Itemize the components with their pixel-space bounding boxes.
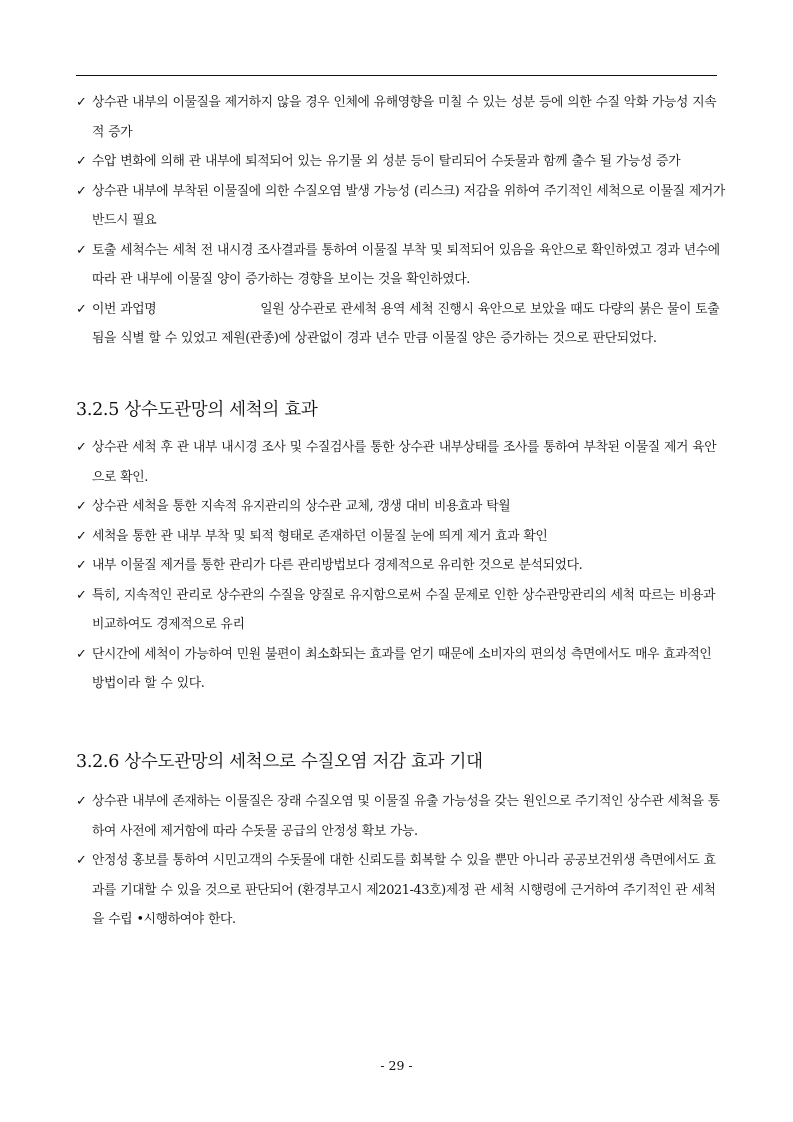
list-item-text: 상수관 내부의 이물질을 제거하지 않을 경우 인체에 유해영향을 미칠 수 있는 성분 등에 의한 수질 악화 가능성 지속적 증가 <box>92 95 717 140</box>
project-description: 일원 상수관로 관세척 용역 세척 진행시 육안으로 보았을 때도 다량의 붉은 물이 토출됨을 식별 할 수 있었고 제원(관종)에 상관없이 경과 년수 만큼 이물질 양은 증가하는 것으로 판단되었다. <box>92 301 720 346</box>
list-item-text: 상수관 내부에 존재하는 이물질은 장래 수질오염 및 이물질 유출 가능성을 갖는 원인으로 주기적인 상수관 세척을 통하여 사전에 제거함에 따라 수돗물 공급의 안정성 확보 가능. <box>92 794 720 839</box>
list-item-text <box>92 295 726 354</box>
page-number: - 29 - <box>380 1058 413 1073</box>
list-item <box>76 147 726 177</box>
check-icon: ✓ <box>76 528 87 544</box>
list-item-text: 단시간에 세척이 가능하여 민원 불편이 최소화되는 효과를 얻기 때문에 소비자의 편의성 측면에서도 매우 효과적인 방법이라 할 수 있다. <box>92 646 712 691</box>
list-item-text: 특히, 지속적인 관리로 상수관의 수질을 양질로 유지함으로써 수질 문제로 인한 상수관망관리의 세척 따르는 비용과 비교하여도 경제적으로 유리 <box>92 587 716 632</box>
check-icon: ✓ <box>76 242 87 258</box>
list-item-text: 상수관 세척을 통한 지속적 유지관리의 상수관 교체, 갱생 대비 비용효과 탁월 <box>92 499 511 514</box>
list-item <box>76 433 726 492</box>
check-icon: ✓ <box>76 499 87 514</box>
section-3-2-5-list <box>76 433 726 699</box>
list-item-text: 토출 세척수는 세척 전 내시경 조사결과를 통하여 이물질 부착 및 퇴적되어 있음을 육안으로 확인하였고 경과 년수에 따라 관 내부에 이물질 양이 증가하는 경향을 보이는 것을 확인하였다. <box>92 242 720 287</box>
section-heading-3-2-5: 3.2.5 상수도관망의 세척의 효과 <box>76 400 318 420</box>
list-item <box>76 581 726 640</box>
list-item-text: 안정성 홍보를 통하여 시민고객의 수돗물에 대한 신뢰도를 회복할 수 있을 뿐만 아니라 공공보건위생 측면에서도 효과를 기대할 수 있을 것으로 판단되어 (환경부고시 제2021-43호)제정 관 세척 시행령에 근거하여 주기적인 관 세척을 수립 •시행하여야 한다. <box>92 853 716 927</box>
list-item-text: 세척을 통한 관 내부 부착 및 퇴적 형태로 존재하던 이물질 눈에 띄게 제거 효과 확인 <box>92 528 548 544</box>
list-item <box>76 551 726 581</box>
check-icon: ✓ <box>76 301 87 317</box>
check-icon: ✓ <box>76 95 87 110</box>
list-item <box>76 787 726 846</box>
list-item-text: 내부 이물질 제거를 통한 관리가 다른 관리방법보다 경제적으로 유리한 것으로 분석되었다. <box>92 558 583 573</box>
section-heading-3-2-6: 3.2.6 상수도관망의 세척으로 수질오염 저감 효과 기대 <box>76 752 483 772</box>
check-icon: ✓ <box>76 440 87 455</box>
list-item-text: 상수관 세척 후 관 내부 내시경 조사 및 수질검사를 통한 상수관 내부상태를 조사를 통하여 부착된 이물질 제거 육안으로 확인. <box>92 440 717 485</box>
list-item <box>76 846 726 935</box>
check-icon: ✓ <box>76 646 87 662</box>
list-item <box>76 177 726 236</box>
list-item <box>76 522 726 552</box>
section-intro-list <box>76 88 726 354</box>
list-item <box>76 88 726 147</box>
check-icon: ✓ <box>76 558 87 573</box>
project-name-label: 이번 과업명 <box>92 301 157 317</box>
list-item-text: 수압 변화에 의해 관 내부에 퇴적되어 있는 유기물 외 성분 등이 탈리되어 수돗물과 함께 출수 될 가능성 증가 <box>92 154 681 169</box>
check-icon: ✓ <box>76 154 87 169</box>
check-icon: ✓ <box>76 183 87 199</box>
check-icon: ✓ <box>76 794 87 809</box>
check-icon: ✓ <box>76 853 87 868</box>
list-item <box>76 295 726 354</box>
list-item-text: 상수관 내부에 부착된 이물질에 의한 수질오염 발생 가능성 (리스크) 저감을 위하여 주기적인 세척으로 이물질 제거가 반드시 필요 <box>92 183 725 228</box>
list-item <box>76 236 726 295</box>
list-item <box>76 492 726 522</box>
header-rule <box>76 75 717 76</box>
check-icon: ✓ <box>76 587 87 603</box>
section-3-2-6-list <box>76 787 726 935</box>
list-item <box>76 640 726 699</box>
